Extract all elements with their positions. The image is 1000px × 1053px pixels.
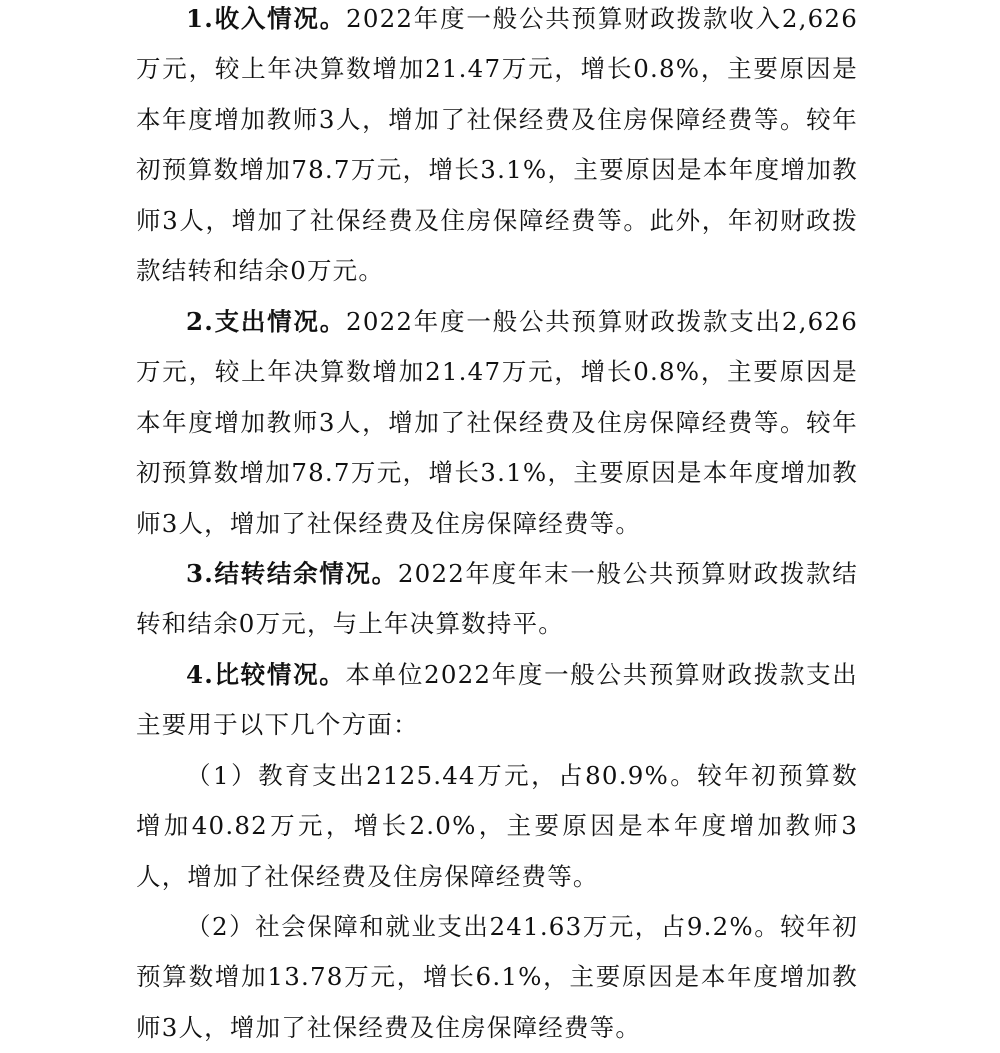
heading-comparison: 4.比较情况。 (186, 660, 346, 689)
list-item-education (136, 751, 858, 902)
paragraph-income (136, 0, 858, 296)
text-expenditure: 2022年度一般公共预算财政拨款支出2,626万元，较上年决算数增加21.47万元，增长0.8%，主要原因是本年度增加教师3人，增加了社保经费及住房保障经费等。较年初预算数增加78.7万元，增长3.1%，主要原因是本年度增加教师3人，增加了社保经费及住房保障经费等。 (136, 307, 858, 538)
paragraph-comparison (136, 650, 858, 751)
text-carryover: 2022年度年末一般公共预算财政拨款结转和结余0万元，与上年决算数持平。 (136, 559, 858, 639)
text-comparison: 本单位2022年度一般公共预算财政拨款支出主要用于以下几个方面： (136, 660, 858, 740)
text-education: （1）教育支出2125.44万元，占80.9%。较年初预算数增加40.82万元，增长2.0%，主要原因是本年度增加教师3人，增加了社保经费及住房保障经费等。 (136, 761, 858, 891)
heading-carryover: 3.结转结余情况。 (186, 559, 398, 588)
list-item-social-security (136, 902, 858, 1053)
text-social-security: （2）社会保障和就业支出241.63万元，占9.2%。较年初预算数增加13.78万元，增长6.1%，主要原因是本年度增加教师3人，增加了社保经费及住房保障经费等。 (136, 912, 858, 1042)
heading-expenditure: 2.支出情况。 (186, 307, 347, 336)
heading-income: 1.收入情况。 (186, 4, 347, 33)
paragraph-carryover (136, 549, 858, 650)
paragraph-expenditure (136, 297, 858, 549)
text-income: 2022年度一般公共预算财政拨款收入2,626万元，较上年决算数增加21.47万元，增长0.8%，主要原因是本年度增加教师3人，增加了社保经费及住房保障经费等。较年初预算数增加78.7万元，增长3.1%，主要原因是本年度增加教师3人，增加了社保经费及住房保障经费等。此外，年初财政拨款结转和结余0万元。 (136, 4, 858, 286)
